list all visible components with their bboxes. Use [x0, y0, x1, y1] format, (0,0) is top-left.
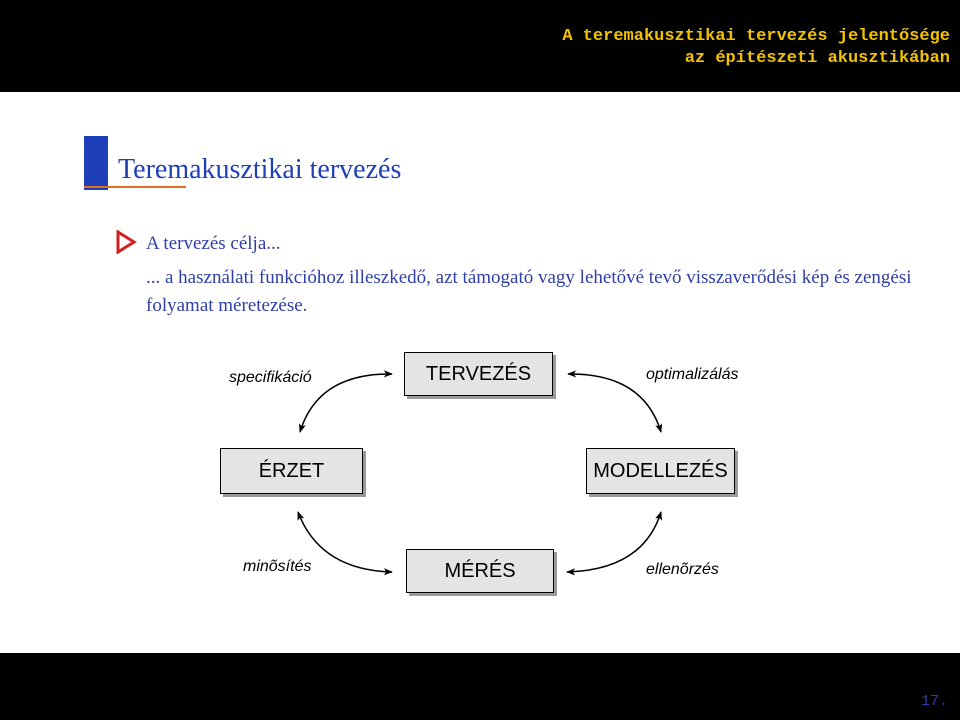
label-optimalizalas: optimalizálás: [646, 366, 739, 383]
page-number: 17.: [920, 693, 948, 710]
label-ellenorzes: ellenõrzés: [646, 561, 719, 578]
arrow-specifikacio-to-tervezes: [300, 374, 392, 432]
header-title-line-2: az építészeti akusztikában: [684, 49, 950, 68]
section-title: Teremakusztikai tervezés: [118, 154, 402, 185]
box-erzet: ÉRZET: [220, 448, 363, 494]
box-tervezes: TERVEZÉS: [404, 352, 553, 396]
bullet-heading: A tervezés célja...: [146, 233, 281, 254]
label-minosites: minõsítés: [243, 558, 312, 575]
bullet-body-text: ... a használati funkcióhoz illeszkedő, azt támogató vagy lehetővé tevő visszaverődési kép és zengési folyamat méretezése.: [146, 267, 912, 316]
label-specifikacio: specifikáció: [229, 369, 312, 386]
arrow-tervezes-to-optimalizalas: [568, 374, 661, 432]
header-title-line-1: A teremakusztikai tervezés jelentősége: [562, 27, 950, 46]
arrow-erzet-to-minosites: [298, 512, 392, 572]
arrow-ellenorzes-to-modellezes: [567, 512, 661, 572]
box-meres: MÉRÉS: [406, 549, 554, 593]
footer-bar: [0, 653, 960, 720]
box-modellezes: MODELLEZÉS: [586, 448, 735, 494]
